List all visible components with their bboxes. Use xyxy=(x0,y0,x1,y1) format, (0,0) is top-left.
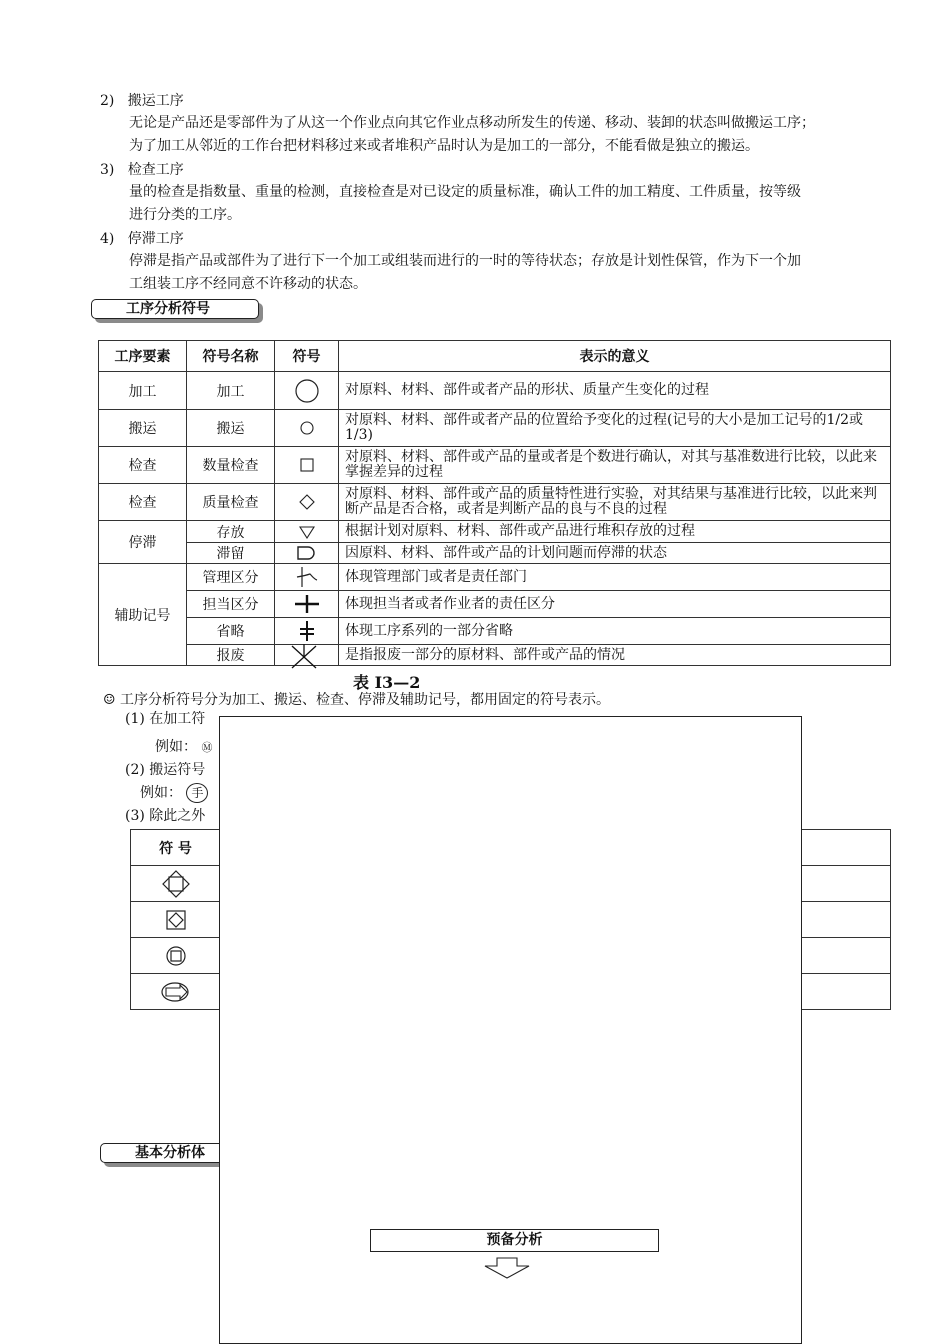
table-row xyxy=(99,543,891,564)
cell-meaning: 是指报废一部分的原材料、部件或产品的情况 xyxy=(339,645,891,666)
section-title: 检查工序 xyxy=(127,162,184,178)
section-2-body xyxy=(129,112,919,158)
column-header: 工序要素 xyxy=(99,341,187,372)
section-4-body xyxy=(129,250,919,296)
section-badge: 工序分析符号 xyxy=(91,299,259,319)
cell-name: 数量检查 xyxy=(187,447,275,484)
triangle-down-icon xyxy=(298,525,316,539)
down-arrow-icon xyxy=(482,1256,532,1280)
cell-symbol xyxy=(275,410,339,447)
section-badge-partial: 基本分析体 xyxy=(100,1143,252,1163)
circled-hand-icon: 手 xyxy=(186,783,208,803)
preparation-analysis-box: 预备分析 xyxy=(370,1229,659,1252)
paragraph-line: 无论是产品还是零部件为了从这一个作业点向其它作业点移动所发生的传递、移动、装卸的状态叫做搬运工序； xyxy=(129,115,815,131)
table-cell xyxy=(131,866,221,902)
paragraph-line: 停滞是指产品或部件为了进行下一个加工或组装而进行的一时的等待状态；存放是计划性保管，作为下一个加 xyxy=(129,253,801,269)
cross-mark-icon xyxy=(293,593,321,615)
column-header: 符 号 xyxy=(131,830,221,866)
item-1-example xyxy=(155,737,212,758)
management-mark-icon xyxy=(295,566,319,588)
cell-meaning: 体现担当者或者作业者的责任区分 xyxy=(339,591,891,618)
square-icon xyxy=(299,457,315,473)
cell-element: 加工 xyxy=(99,372,187,410)
section-2-heading xyxy=(100,91,184,111)
cell-name: 报废 xyxy=(187,645,275,666)
cell-symbol xyxy=(275,447,339,484)
item-1-text: (1) 在加工符 xyxy=(125,711,206,727)
cell-symbol xyxy=(275,618,339,645)
cell-symbol xyxy=(275,372,339,410)
cell-meaning: 因原料、材料、部件或产品的计划问题而停滞的状态 xyxy=(339,543,891,564)
cell-name: 质量检查 xyxy=(187,484,275,521)
circle-with-arrow-icon xyxy=(160,981,192,1003)
cell-meaning: 体现管理部门或者是责任部门 xyxy=(339,564,891,591)
cell-name: 担当区分 xyxy=(187,591,275,618)
square-with-diamond-icon xyxy=(165,909,187,931)
section-4-heading xyxy=(100,229,184,249)
item-3-text: (3) 除此之外 xyxy=(125,808,206,824)
table-row xyxy=(99,410,891,447)
cell-element: 检查 xyxy=(99,447,187,484)
cell-symbol xyxy=(275,591,339,618)
table-cell xyxy=(131,974,221,1010)
table-row xyxy=(99,591,891,618)
cell-element: 停滞 xyxy=(99,521,187,564)
cell-meaning: 对原料、材料、部件或者产品的形状、质量产生变化的过程 xyxy=(339,372,891,410)
paragraph-line: 工组装工序不经同意不许移动的状态。 xyxy=(129,276,367,292)
table-row xyxy=(99,521,891,543)
cell-meaning: 根据计划对原料、材料、部件或产品进行堆积存放的过程 xyxy=(339,521,891,543)
cell-meaning: 对原料、材料、部件或产品的质量特性进行实验，对其结果与基准进行比较，以此来判断产品是否合格，或者是判断产品的良与不良的过程 xyxy=(339,484,891,521)
cell-name: 加工 xyxy=(187,372,275,410)
section-3-body xyxy=(129,181,919,227)
cell-symbol xyxy=(275,564,339,591)
cell-symbol xyxy=(275,484,339,521)
section-3-heading xyxy=(100,160,184,180)
d-shape-icon xyxy=(296,545,318,561)
cell-symbol xyxy=(275,645,339,666)
circle-with-square-icon xyxy=(165,945,187,967)
small-circle-icon xyxy=(299,420,315,436)
cell-element: 搬运 xyxy=(99,410,187,447)
table-caption: 表 I3—2 xyxy=(353,673,421,692)
circled-m-icon: Ⓜ xyxy=(201,741,213,754)
item-2-example xyxy=(140,783,208,803)
cell-meaning: 体现工序系列的一部分省略 xyxy=(339,618,891,645)
cell-meaning: 对原料、材料、部件或产品的量或者是个数进行确认，对其与基准数进行比较，以此来掌握差异的过程 xyxy=(339,447,891,484)
item-2-text: (2) 搬运符号 xyxy=(125,762,206,778)
cell-element: 检查 xyxy=(99,484,187,521)
double-bar-mark-icon xyxy=(295,620,319,642)
column-header: 符号 xyxy=(275,341,339,372)
cell-symbol xyxy=(275,521,339,543)
section-number: 3) xyxy=(100,162,115,178)
note-text: ☺ 工序分析符号分为加工、搬运、检查、停滞及辅助记号，都用固定的符号表示。 xyxy=(103,692,610,708)
section-number: 2) xyxy=(100,93,115,109)
cell-name: 省略 xyxy=(187,618,275,645)
table-cell xyxy=(131,938,221,974)
cell-meaning: 对原料、材料、部件或者产品的位置给予变化的过程(记号的大小是加工记号的1/2或1/3) xyxy=(339,410,891,447)
table-header-row xyxy=(99,341,891,372)
cell-name: 搬运 xyxy=(187,410,275,447)
paragraph-line: 进行分类的工序。 xyxy=(129,207,241,223)
table-row xyxy=(99,618,891,645)
cell-symbol xyxy=(275,543,339,564)
diamond-icon xyxy=(298,493,316,511)
column-header: 表示的意义 xyxy=(339,341,891,372)
table-cell xyxy=(131,902,221,938)
symbols-table xyxy=(98,340,891,666)
diamond-in-square-icon xyxy=(161,870,191,898)
cell-name: 滞留 xyxy=(187,543,275,564)
large-circle-icon xyxy=(294,378,320,404)
section-title: 停滞工序 xyxy=(127,231,184,247)
example-label: 例如： xyxy=(155,739,197,755)
column-header: 符号名称 xyxy=(187,341,275,372)
table-row xyxy=(99,645,891,666)
cell-element: 辅助记号 xyxy=(99,564,187,666)
paragraph-line: 为了加工从邻近的工作台把材料移过来或者堆积产品时认为是加工的一部分，不能看做是独立的搬运。 xyxy=(129,138,759,154)
section-number: 4) xyxy=(100,231,115,247)
paragraph-line: 量的检查是指数量、重量的检测，直接检查是对已设定的质量标准，确认工件的加工精度、工件质量，按等级 xyxy=(129,184,801,200)
x-mark-icon xyxy=(289,643,319,669)
table-row xyxy=(99,564,891,591)
table-row xyxy=(99,447,891,484)
section-title: 搬运工序 xyxy=(127,93,184,109)
cell-name: 管理区分 xyxy=(187,564,275,591)
cell-name: 存放 xyxy=(187,521,275,543)
table-row xyxy=(99,484,891,521)
example-label: 例如： xyxy=(140,785,182,801)
table-row xyxy=(99,372,891,410)
